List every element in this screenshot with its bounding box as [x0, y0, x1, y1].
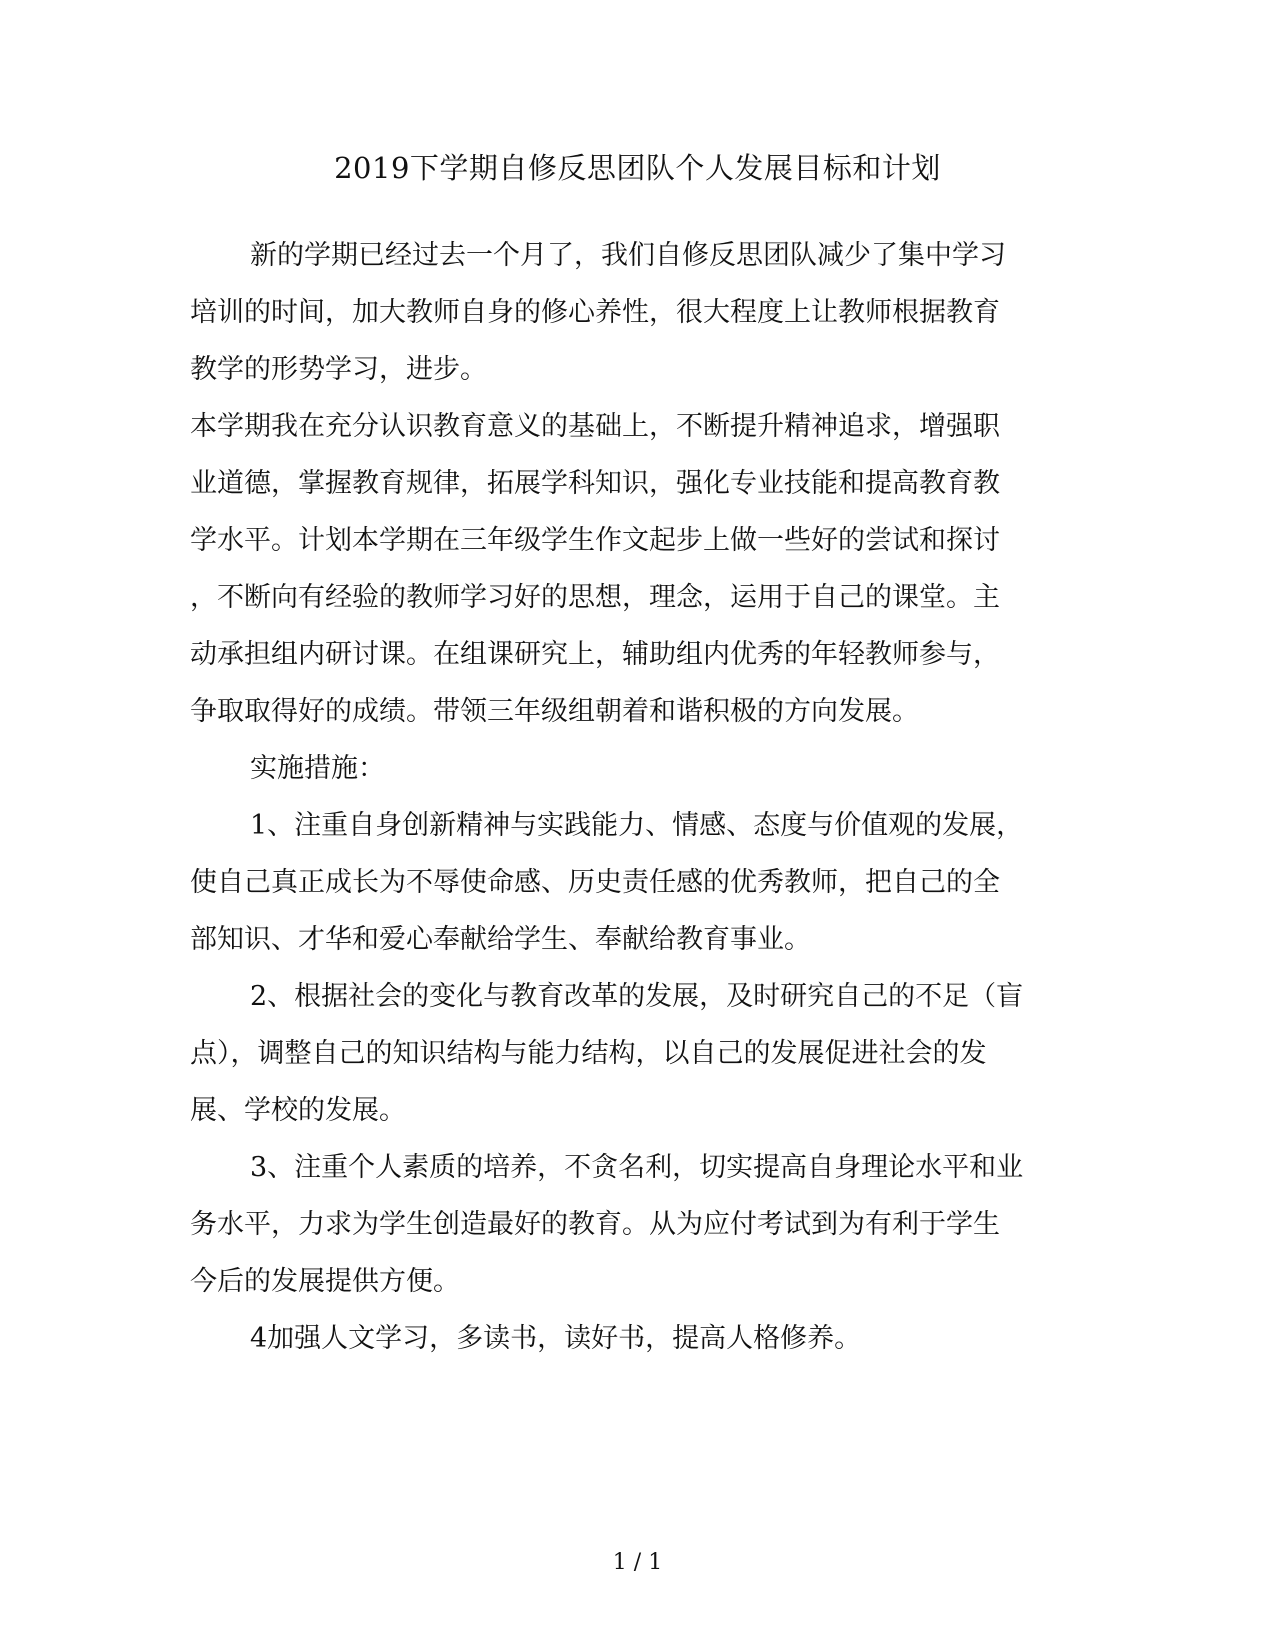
- list-item-line: 2、根据社会的变化与教育改革的发展，及时研究自己的不足（盲: [250, 981, 1024, 1012]
- paragraph-line: 教学的形势学习，进步。: [190, 354, 487, 385]
- paragraph-line: 本学期我在充分认识教育意义的基础上，不断提升精神追求，增强职: [190, 411, 1000, 442]
- list-item-line: 今后的发展提供方便。: [190, 1266, 460, 1297]
- list-item-line: 务水平，力求为学生创造最好的教育。从为应付考试到为有利于学生: [190, 1209, 1000, 1240]
- paragraph-line: 业道德，掌握教育规律，拓展学科知识，强化专业技能和提高教育教: [190, 468, 1000, 499]
- paragraph-line: 新的学期已经过去一个月了，我们自修反思团队减少了集中学习: [250, 240, 1006, 271]
- paragraph-line: 动承担组内研讨课。在组课研究上，辅助组内优秀的年轻教师参与，: [190, 639, 1000, 670]
- document-title: 2019下学期自修反思团队个人发展目标和计划: [334, 151, 941, 185]
- paragraph-line: 学水平。计划本学期在三年级学生作文起步上做一些好的尝试和探讨: [190, 525, 1000, 556]
- list-item-line: 展、学校的发展。: [190, 1095, 406, 1126]
- list-item-line: 4加强人文学习，多读书，读好书，提高人格修养。: [250, 1323, 862, 1354]
- list-item-line: 1、注重自身创新精神与实践能力、情感、态度与价值观的发展，: [250, 810, 1024, 841]
- list-item-line: 3、注重个人素质的培养，不贪名利，切实提高自身理论水平和业: [250, 1152, 1024, 1183]
- list-item-line: 使自己真正成长为不辱使命感、历史责任感的优秀教师，把自己的全: [190, 867, 1000, 898]
- paragraph-line: 培训的时间，加大教师自身的修心养性，很大程度上让教师根据教育: [190, 297, 1000, 328]
- list-item-line: 部知识、才华和爱心奉献给学生、奉献给教育事业。: [190, 924, 811, 955]
- paragraph-line: 争取取得好的成绩。带领三年级组朝着和谐积极的方向发展。: [190, 696, 919, 727]
- list-item-line: 点），调整自己的知识结构与能力结构，以自己的发展促进社会的发: [190, 1038, 987, 1069]
- paragraph-line: ，不断向有经验的教师学习好的思想，理念，运用于自己的课堂。主: [190, 582, 1000, 613]
- page-number: 1 / 1: [612, 1550, 663, 1575]
- document-body: [190, 227, 1090, 1367]
- section-heading: 实施措施：: [250, 753, 385, 784]
